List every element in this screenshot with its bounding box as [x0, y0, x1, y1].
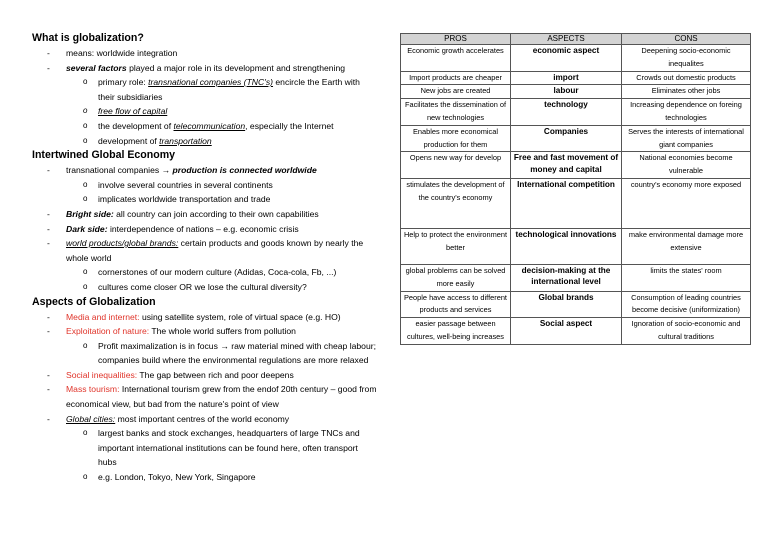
circle-bullet: o — [83, 428, 88, 438]
list-item — [32, 310, 377, 325]
cons-cell: National economies become vulnerable — [622, 152, 751, 179]
item-text: development of — [98, 135, 160, 146]
heading-intertwined-global-economy: Intertwined Global Economy — [32, 149, 176, 162]
list-item — [32, 324, 377, 339]
aspect-cell: Free and fast movement of money and capital — [511, 152, 622, 179]
list-item — [32, 382, 377, 411]
dash-bullet: - — [47, 384, 50, 395]
aspect-cell: Social aspect — [511, 318, 622, 345]
aspect-cell: Companies — [511, 125, 622, 152]
sub-list-item — [32, 104, 377, 119]
item-keyword: telecommunication — [173, 120, 246, 131]
dash-bullet: - — [47, 326, 50, 337]
item-keyword: Media and internet: — [66, 311, 140, 322]
header-aspects: ASPECTS — [511, 34, 622, 45]
aspect-cell: decision-making at the international level — [511, 264, 622, 291]
circle-bullet: o — [83, 472, 88, 482]
cons-cell: Serves the interests of international giant companies — [622, 125, 751, 152]
sub-list-item — [32, 339, 377, 368]
circle-bullet: o — [83, 179, 88, 189]
item-text: transnational companies → — [66, 165, 173, 176]
item-text: implicates worldwide transportation and trade — [98, 194, 271, 205]
dash-bullet: - — [47, 369, 50, 380]
item-text: primary role: — [98, 77, 149, 88]
item-keyword: Mass tourism: — [66, 384, 120, 395]
aspect-cell: economic aspect — [511, 45, 622, 72]
table-row — [401, 264, 751, 291]
table-row — [401, 152, 751, 179]
heading-what-is-globalization: What is globalization? — [32, 32, 144, 44]
heading-aspects-of-globalization: Aspects of Globalization — [32, 295, 156, 308]
item-keyword: free flow of capital — [98, 106, 168, 117]
pros-cell: easier passage between cultures, well-being increases — [401, 318, 511, 345]
list-item — [32, 236, 377, 265]
header-pros: PROS — [401, 34, 511, 45]
sub-list-item — [32, 280, 377, 295]
table-row — [401, 318, 751, 345]
circle-bullet: o — [83, 281, 88, 291]
table-row — [401, 228, 751, 264]
item-keyword: Social inequalities: — [66, 369, 138, 380]
dash-bullet: - — [47, 165, 50, 176]
pros-cell: global problems can be solved more easily — [401, 264, 511, 291]
list-item — [32, 368, 377, 383]
aspect-cell: International competition — [511, 178, 622, 228]
table-row — [401, 71, 751, 85]
item-text: played a major role in its development and strengthening — [126, 62, 346, 73]
aspect-cell: import — [511, 71, 622, 85]
sub-list-item — [32, 265, 377, 280]
pros-cell: Economic growth accelerates — [401, 45, 511, 72]
list-item — [32, 412, 377, 427]
cons-cell: Crowds out domestic products — [622, 71, 751, 85]
cons-cell: country's economy more exposed — [622, 178, 751, 228]
item-text: involve several countries in several continents — [98, 179, 273, 190]
list-item — [32, 222, 377, 237]
dash-bullet: - — [47, 208, 50, 219]
circle-bullet: o — [83, 77, 88, 87]
item-keyword: Global cities: — [66, 413, 116, 424]
circle-bullet: o — [83, 267, 88, 277]
cons-cell: Deepening socio-economic inequalites — [622, 45, 751, 72]
cons-cell: Increasing dependence on foreing technologies — [622, 99, 751, 126]
circle-bullet: o — [83, 135, 88, 145]
pros-cell: Opens new way for develop — [401, 152, 511, 179]
item-keyword: several factors — [66, 62, 127, 73]
pros-cell: Facilitates the dissemination of new technologies — [401, 99, 511, 126]
dash-bullet: - — [47, 48, 50, 58]
item-keyword: Bright side: — [66, 208, 114, 219]
sub-list-item — [32, 119, 377, 134]
item-keyword: production is connected worldwide — [172, 165, 317, 176]
item-text: cornerstones of our modern culture (Adidas, Coca-cola, Fb, ...) — [98, 267, 337, 278]
pros-cell: Import products are cheaper — [401, 71, 511, 85]
table-row — [401, 85, 751, 99]
aspect-cell: labour — [511, 85, 622, 99]
dash-bullet: - — [47, 238, 50, 249]
pros-cell: stimulates the development of the country's economy — [401, 178, 511, 228]
item-text: cultures come closer OR we lose the cultural diversity? — [98, 281, 307, 292]
dash-bullet: - — [47, 62, 50, 73]
circle-bullet: o — [83, 106, 88, 116]
item-text: International tourism grew from the endof 20th century – good from economical view, but bad from the nature's point of view — [66, 384, 377, 410]
sub-list-item — [32, 178, 377, 193]
item-keyword: transnational companies (TNC's) — [148, 77, 274, 88]
item-text: The whole world suffers from pollution — [149, 326, 296, 337]
notes-column — [32, 31, 377, 485]
list-item — [32, 163, 377, 178]
item-text: , especially the Internet — [245, 120, 334, 131]
list-item — [32, 46, 377, 61]
item-text: all country can join according to their own capabilities — [113, 208, 319, 219]
item-text: interdependence of nations – e.g. economic crisis — [107, 223, 299, 234]
item-text: The gap between rich and poor deepens — [137, 369, 294, 380]
item-text: most important centres of the world economy — [115, 413, 290, 424]
item-keyword: world products/global brands: — [66, 238, 179, 249]
aspect-cell: technological innovations — [511, 228, 622, 264]
circle-bullet: o — [83, 120, 88, 130]
sub-list-item — [32, 192, 377, 207]
table-row — [401, 178, 751, 228]
item-keyword: Exploitation of nature: — [66, 326, 150, 337]
item-keyword: Dark side: — [66, 223, 108, 234]
aspect-cell: Global brands — [511, 291, 622, 318]
cons-cell: Eliminates other jobs — [622, 85, 751, 99]
circle-bullet: o — [83, 340, 88, 350]
circle-bullet: o — [83, 194, 88, 204]
item-text: using satellite system, role of virtual space (e.g. HO) — [139, 311, 341, 322]
pros-cell: New jobs are created — [401, 85, 511, 99]
cons-cell: limits the states' room — [622, 264, 751, 291]
dash-bullet: - — [47, 413, 50, 424]
sub-list-item — [32, 426, 377, 470]
item-text: the development of — [98, 120, 174, 131]
dash-bullet: - — [47, 223, 50, 234]
pros-cell: Enables more economical production for them — [401, 125, 511, 152]
aspect-cell: technology — [511, 99, 622, 126]
cons-cell: make environmental damage more extensive — [622, 228, 751, 264]
item-text: e.g. London, Tokyo, New York, Singapore — [98, 472, 256, 483]
sub-list-item — [32, 470, 377, 485]
item-keyword: transportation — [159, 135, 212, 146]
item-text: largest banks and stock exchanges, headquarters of large TNCs and important international institutions can be found here, often transport hubs — [98, 428, 360, 468]
item-text: certain products and goods known by nearly the whole world — [66, 238, 364, 263]
header-cons: CONS — [622, 34, 751, 45]
list-item — [32, 207, 377, 222]
list-item — [32, 61, 377, 76]
item-text: means: worldwide integration — [66, 48, 178, 58]
dash-bullet: - — [47, 311, 50, 322]
sub-list-item — [32, 75, 377, 104]
pros-cons-table — [400, 33, 751, 345]
table-row — [401, 125, 751, 152]
item-text: encircle the Earth with their subsidiaries — [98, 77, 360, 102]
cons-cell: Consumption of leading countries become decisive (uniformization) — [622, 291, 751, 318]
pros-cell: People have access to different products and services — [401, 291, 511, 318]
sub-list-item — [32, 134, 377, 149]
table-header-row — [401, 34, 751, 45]
table-row — [401, 45, 751, 72]
pros-cell: Help to protect the environment better — [401, 228, 511, 264]
table-row — [401, 99, 751, 126]
cons-cell: Ignoration of socio-economic and cultural traditions — [622, 318, 751, 345]
item-text: Profit maximalization is in focus → raw material mined with cheap labour; companies build where the environmental regulations are more relaxed — [98, 340, 376, 366]
table-row — [401, 291, 751, 318]
